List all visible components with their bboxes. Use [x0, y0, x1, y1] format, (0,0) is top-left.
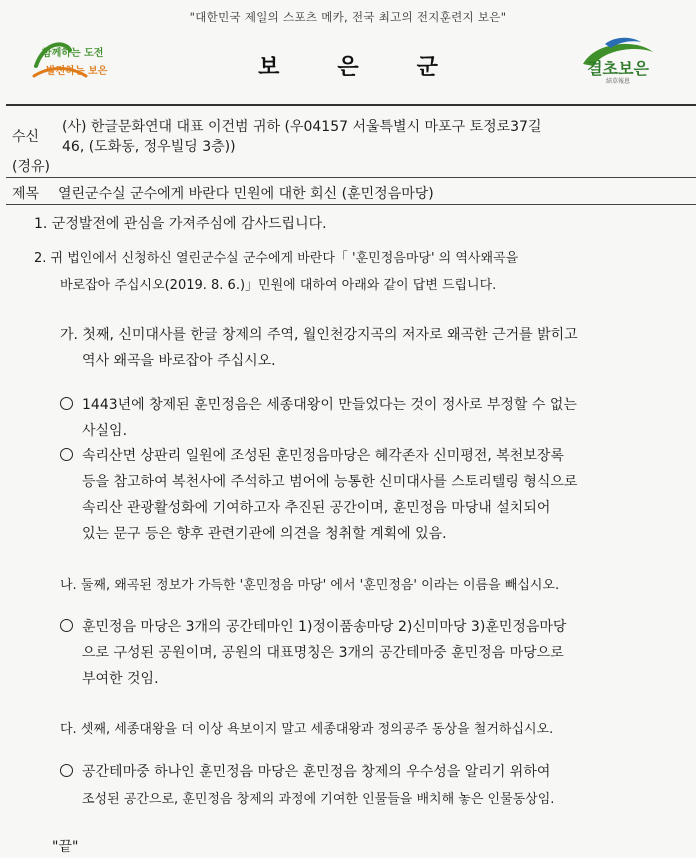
via-label: (경유) [12, 159, 50, 175]
bullet-circle [60, 448, 73, 461]
left-logo-line2: 발전하는 보은 [46, 66, 108, 77]
bullet-circle [60, 397, 73, 410]
subject-divider [6, 204, 696, 205]
recipient-line-2: 46, (도화동, 정우빌딩 3층)) [62, 139, 236, 155]
ga-bullet-2-line-4: 있는 문구 등은 향후 관련기관에 의견을 청취할 계획에 있음. [82, 526, 447, 542]
subject-text: 열린군수실 군수에게 바란다 민원에 대한 회신 (훈민정음마당) [58, 186, 434, 202]
slogan: "대한민국 제일의 스포츠 메카, 전국 최고의 전지훈련지 보은" [189, 10, 507, 24]
paragraph-1: 1. 군정발전에 관심을 가져주심에 감사드립니다. [34, 216, 327, 232]
paragraph-2-line-1: 2. 귀 법인에서 신청하신 열린군수실 군수에게 바란다「 '훈민정음마당' 의 역사왜곡을 [34, 251, 519, 266]
subject-label: 제목 [12, 186, 40, 202]
item-da-line-1: 다. 셋째, 세종대왕을 더 이상 욕보이지 말고 세종대왕과 정의공주 동상을 철거하십시오. [60, 722, 554, 737]
left-logo-line1: 함께하는 도전 [42, 48, 104, 59]
header-divider [6, 104, 696, 106]
ga-bullet-2-line-1: 속리산면 상판리 일원에 조성된 훈민정음마당은 혜각존자 신미평전, 복천보장록 [82, 448, 564, 464]
right-logo-sub: 結草報恩 [605, 78, 631, 84]
ga-bullet-2-line-3: 속리산 관광활성화에 기여하고자 추진된 공간이며, 훈민정음 마당내 설치되어 [82, 500, 551, 516]
da-bullet-1-line-2: 조성된 공간으로, 훈민정음 창제의 과정에 기여한 인물들을 배치해 놓은 인물동상임. [82, 792, 555, 807]
bullet-circle [60, 764, 73, 777]
item-ga-line-2: 역사 왜곡을 바로잡아 주십시오. [82, 353, 276, 369]
end-mark: "끝" [52, 839, 79, 855]
ga-bullet-1-line-2: 사실임. [82, 423, 128, 439]
na-bullet-1-line-2: 으로 구성된 공원이며, 공원의 대표명칭은 3개의 공간테마중 훈민정음 마당으로 [82, 645, 564, 661]
page-title: 보은군 [258, 54, 496, 80]
recipient-divider [6, 177, 696, 178]
paragraph-2-line-2: 바로잡아 주십시오(2019. 8. 6.)」민원에 대하여 아래와 같이 답변 드립니다. [60, 278, 497, 293]
da-bullet-1-line-1: 공간테마중 하나인 훈민정음 마당은 훈민정음 창제의 우수성을 알리기 위하여 [82, 764, 551, 780]
item-na-line-1: 나. 둘째, 왜곡된 정보가 가득한 '훈민정음 마당' 에서 '훈민정음' 이라는 이름을 빼십시오. [60, 578, 560, 593]
item-ga-line-1: 가. 첫째, 신미대사를 한글 창제의 주역, 월인천강지곡의 저자로 왜곡한 근거를 밝히고 [60, 327, 578, 343]
recipient-line-1: (사) 한글문화연대 대표 이건범 귀하 (우04157 서울특별시 마포구 토정로37길 [62, 119, 542, 135]
right-logo-text: 결초보은 [587, 59, 649, 78]
recipient-label: 수신 [12, 129, 40, 145]
bullet-circle [60, 619, 73, 632]
county-brand-logo [575, 36, 661, 84]
ga-bullet-2-line-2: 등을 참고하여 복천사에 주석하고 범어에 능통한 신미대사를 스토리텔링 형식으로 [82, 474, 578, 490]
na-bullet-1-line-1: 훈민정음 마당은 3개의 공간테마인 1)정이품송마당 2)신미마당 3)훈민정음마당 [82, 619, 567, 635]
na-bullet-1-line-3: 부여한 것임. [82, 671, 159, 687]
ga-bullet-1-line-1: 1443년에 창제된 훈민정음은 세종대왕이 만들었다는 것이 정사로 부정할 수 없는 [82, 397, 577, 413]
